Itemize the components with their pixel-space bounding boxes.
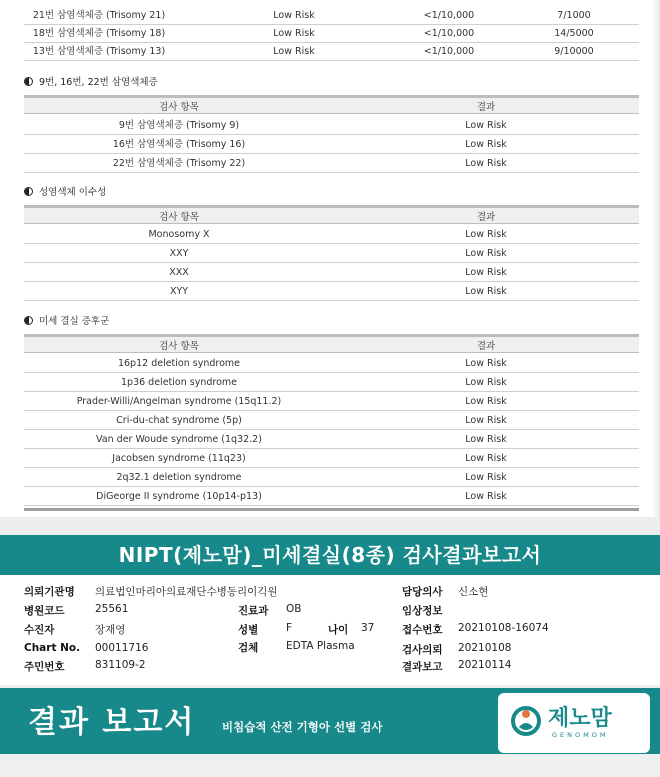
half-filled-circle-icon <box>24 187 33 196</box>
prior-risk-value: 9/10000 <box>554 46 594 57</box>
test-result: Low Risk <box>465 229 507 240</box>
test-name: Prader-Willi/Angelman syndrome (15q11.2) <box>76 396 282 407</box>
test-name: 18번 삼염색체증 (Trisomy 18) <box>32 28 166 39</box>
table-row <box>24 487 639 506</box>
test-result: Low Risk <box>465 139 507 150</box>
prior-risk-value: 14/5000 <box>554 28 594 39</box>
id-no-value: 831109-2 <box>95 659 146 671</box>
test-result: Low Risk <box>465 415 507 426</box>
test-name: Cri-du-chat syndrome (5p) <box>116 415 242 426</box>
table-row <box>24 468 639 487</box>
test-name: 16번 삼염색체증 (Trisomy 16) <box>112 139 246 150</box>
specimen-label: 검체 <box>238 642 259 654</box>
test-name: 22번 삼염색체증 (Trisomy 22) <box>112 158 246 169</box>
column-header-result: 결과 <box>476 212 496 223</box>
report-footer <box>0 685 660 777</box>
clinical-info-label: 임상정보 <box>402 605 443 617</box>
prior-risk-value: 7/1000 <box>557 10 591 21</box>
test-result: Low Risk <box>465 472 507 483</box>
table-row <box>24 154 639 173</box>
table-row <box>24 449 639 468</box>
test-result: Low Risk <box>465 434 507 445</box>
column-header-result: 결과 <box>476 341 496 352</box>
table-row <box>24 135 639 154</box>
genomom-logo <box>498 693 650 753</box>
footer-title: 결과 보고서 <box>28 705 196 740</box>
test-result: Low Risk <box>465 120 507 131</box>
column-header-test: 검사 항목 <box>159 341 199 352</box>
table-row <box>24 116 639 135</box>
report-date-label: 결과보고 <box>402 661 443 673</box>
table-row <box>24 263 639 282</box>
test-result: Low Risk <box>465 286 507 297</box>
test-name: XXY <box>169 248 189 259</box>
table-row <box>24 282 639 301</box>
test-name: 21번 삼염색체증 (Trisomy 21) <box>32 10 166 21</box>
report-date-value: 20210114 <box>458 659 512 671</box>
id-no-label: 주민번호 <box>24 661 65 673</box>
institution-value: 의료법인마리아의료재단수병동리이긱원 <box>95 586 278 598</box>
test-name: 2q32.1 deletion syndrome <box>116 472 242 483</box>
specimen-value: EDTA Plasma <box>286 640 355 652</box>
chart-no-value: 00011716 <box>95 642 149 654</box>
hospital-code-label: 병원코드 <box>24 605 65 617</box>
receipt-no-value: 20210108-16074 <box>458 622 549 634</box>
table-header <box>24 205 639 224</box>
test-name: Van der Woude syndrome (1q32.2) <box>96 434 262 445</box>
age-value: 37 <box>361 622 375 634</box>
logo-text-en: GENOMOM <box>552 731 609 739</box>
department-label: 진료과 <box>238 605 269 617</box>
table-row <box>24 392 639 411</box>
footer-subtitle: 비침습적 산전 기형아 선별 검사 <box>222 720 383 734</box>
test-result: Low Risk <box>273 10 315 21</box>
test-result: Low Risk <box>465 491 507 502</box>
request-date-label: 검사의뢰 <box>402 644 443 656</box>
sex-label: 성별 <box>238 624 259 636</box>
section-title-trisomy-9-16-22: 9번, 16번, 22번 삼염색체증 <box>24 74 158 88</box>
test-name: 16p12 deletion syndrome <box>117 358 241 369</box>
test-name: DiGeorge II syndrome (10p14-p13) <box>96 491 262 502</box>
test-name: Jacobsen syndrome (11q23) <box>112 453 246 464</box>
table-row <box>24 411 639 430</box>
risk-value: <1/10,000 <box>423 46 475 57</box>
test-name: 13번 삼염색체증 (Trisomy 13) <box>32 46 166 57</box>
genomom-logo-icon <box>510 705 542 737</box>
table-header <box>24 334 639 353</box>
section-title-microdeletion: 미세 결실 증후군 <box>24 313 109 327</box>
doctor-value: 신소현 <box>458 586 489 598</box>
risk-value: <1/10,000 <box>423 28 475 39</box>
column-header-result: 결과 <box>476 102 496 113</box>
half-filled-circle-icon <box>24 77 33 86</box>
doctor-label: 담당의사 <box>402 586 443 598</box>
sex-value: F <box>286 622 293 634</box>
test-result: Low Risk <box>465 396 507 407</box>
half-filled-circle-icon <box>24 316 33 325</box>
table-row <box>24 43 639 61</box>
test-name: Monosomy X <box>148 229 210 240</box>
test-result: Low Risk <box>465 453 507 464</box>
test-result: Low Risk <box>465 158 507 169</box>
column-header-test: 검사 항목 <box>159 212 199 223</box>
test-result: Low Risk <box>465 377 507 388</box>
table-row <box>24 7 639 25</box>
test-result: Low Risk <box>273 28 315 39</box>
page-gap <box>0 517 660 535</box>
age-label: 나이 <box>328 624 349 636</box>
chart-no-label: Chart No. <box>24 642 81 654</box>
sheet-edge-shadow <box>652 0 660 517</box>
table-row <box>24 244 639 263</box>
test-name: XXX <box>169 267 189 278</box>
receipt-no-label: 접수번호 <box>402 624 443 636</box>
table-row <box>24 354 639 373</box>
logo-text-ko: 제노맘 <box>548 706 612 731</box>
test-name: XYY <box>169 286 189 297</box>
patient-info-panel <box>0 575 660 685</box>
table-row <box>24 225 639 244</box>
risk-value: <1/10,000 <box>423 10 475 21</box>
test-result: Low Risk <box>465 358 507 369</box>
table-row <box>24 430 639 449</box>
recipient-value: 장재영 <box>95 624 126 636</box>
table-end-divider <box>24 508 639 511</box>
request-date-value: 20210108 <box>458 642 512 654</box>
test-result: Low Risk <box>465 248 507 259</box>
section-title-sex-chromosome: 성염색체 이수성 <box>24 184 106 198</box>
test-name: 1p36 deletion syndrome <box>121 377 237 388</box>
column-header-test: 검사 항목 <box>159 102 199 113</box>
department-value: OB <box>286 603 302 615</box>
institution-label: 의뢰기관명 <box>24 586 75 598</box>
test-result: Low Risk <box>465 267 507 278</box>
table-header <box>24 95 639 114</box>
report-banner: NIPT(제노맘)_미세결실(8종) 검사결과보고서 <box>0 535 660 575</box>
test-name: 9번 삼염색체증 (Trisomy 9) <box>118 120 240 131</box>
recipient-label: 수진자 <box>24 624 55 636</box>
table-row <box>24 373 639 392</box>
hospital-code-value: 25561 <box>95 603 129 615</box>
table-row <box>24 25 639 43</box>
test-result: Low Risk <box>273 46 315 57</box>
